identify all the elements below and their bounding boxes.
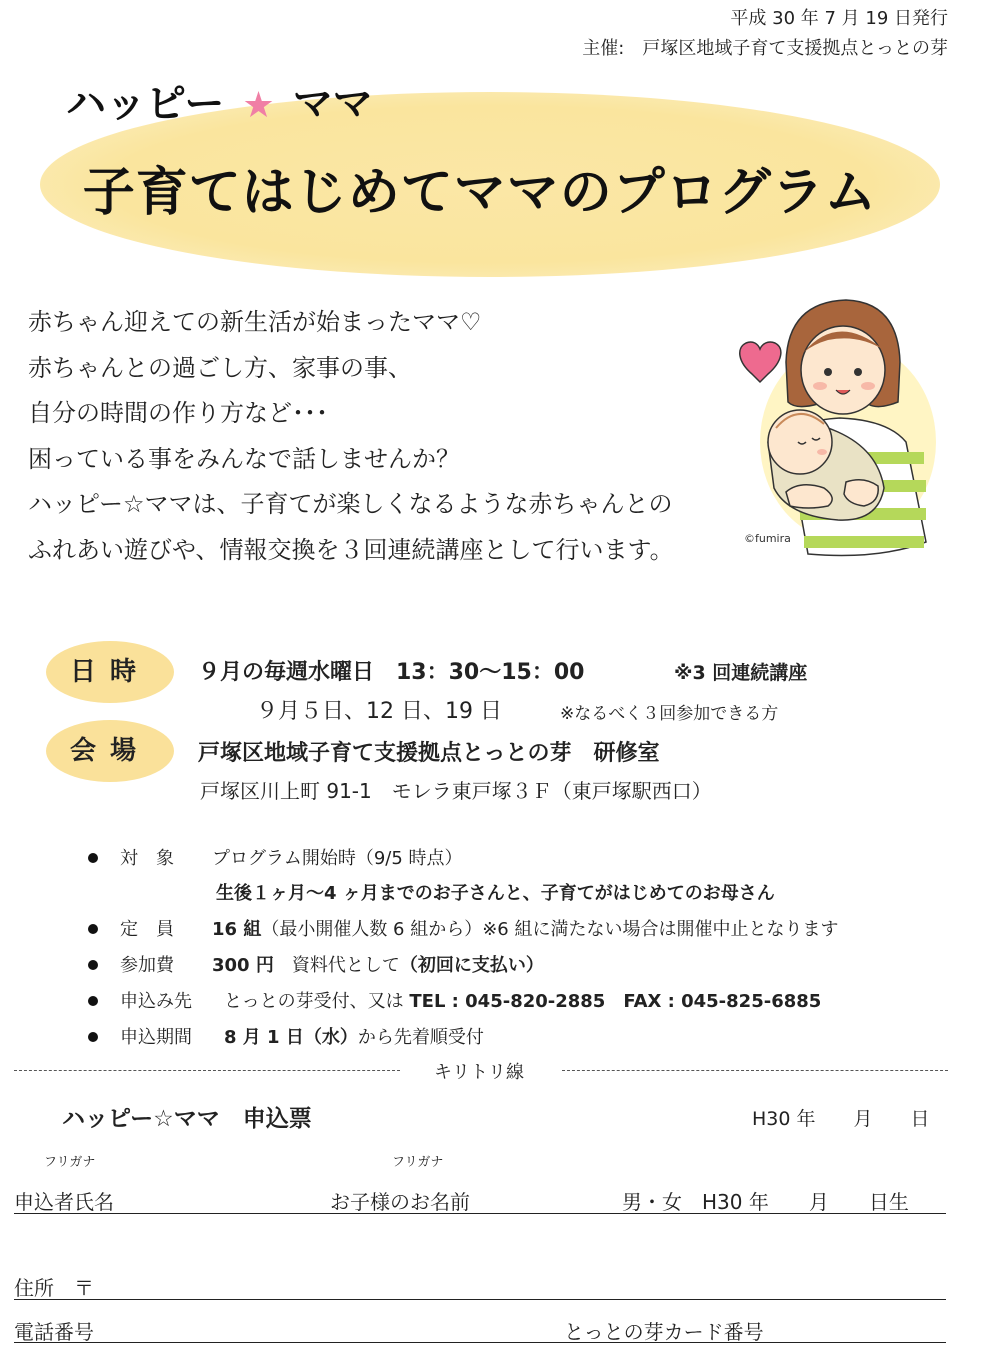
bullet-icon [88, 1032, 98, 1042]
brand-right: ママ [292, 81, 373, 127]
venue-badge: 会場 [46, 720, 174, 782]
brand-left: ハッピー [66, 81, 225, 127]
period-value: 8 月 1 日（水） [224, 1027, 358, 1048]
target-value-detail: 生後１ヶ月～4 ヶ月までのお子さんと、子育てがはじめてのお母さん [216, 883, 775, 904]
address-field[interactable]: 住所 〒 [14, 1276, 94, 1300]
datetime-note: ※3 回連続講座 [674, 662, 808, 684]
mother-baby-illustration [728, 292, 938, 572]
bullet-icon [88, 960, 98, 970]
illustration-credit: ©fumira [744, 532, 791, 545]
form-line [14, 1342, 946, 1343]
apply-label: 申込み先 [120, 991, 192, 1012]
capacity-note: （最小開催人数 6 組から）※6 組に満たない場合は開催中止となります [261, 919, 839, 940]
bullet-icon [88, 853, 98, 863]
detail-fee [88, 951, 544, 977]
detail-target [88, 844, 463, 870]
session-dates: ９月５日、12 日、19 日 [256, 699, 502, 724]
intro-line: 困っている事をみんなで話しませんか？ [28, 444, 460, 473]
cut-line-left [14, 1070, 400, 1071]
apply-note: とっとの芽受付、又は [224, 991, 404, 1012]
fee-value: 300 円 [212, 955, 274, 976]
period-label: 申込期間 [120, 1027, 192, 1048]
main-title: 子育てはじめてママのプログラム [82, 163, 878, 223]
period-note: から先着順受付 [357, 1027, 484, 1048]
child-name-field[interactable]: お子様のお名前 [330, 1190, 470, 1214]
applicant-name-field[interactable]: 申込者氏名 [14, 1190, 114, 1214]
heart-icon [740, 342, 781, 382]
capacity-value: 16 組 [212, 919, 262, 940]
bullet-icon [88, 996, 98, 1006]
baby-face [768, 410, 832, 474]
phone-field[interactable]: 電話番号 [14, 1320, 94, 1344]
venue-address: 戸塚区川上町 91-1 モレラ東戸塚３Ｆ（東戸塚駅西口） [200, 779, 712, 803]
cut-line-label: キリトリ線 [434, 1062, 524, 1083]
fee-note-bold: （初回に支払い） [399, 955, 544, 976]
datetime-main: ９月の毎週水曜日 13：30～15：00 [198, 660, 585, 685]
target-value: プログラム開始時（9/5 時点） [212, 848, 463, 869]
detail-capacity [88, 915, 838, 941]
star-icon: ★ [242, 85, 275, 126]
fee-note: 資料代として [291, 955, 400, 976]
furigana-child: フリガナ [392, 1155, 444, 1170]
brand-title [66, 72, 373, 129]
form-line [14, 1213, 946, 1214]
cut-line-right [562, 1070, 948, 1071]
issue-date: 平成 30 年 7 月 19 日発行 [730, 8, 948, 29]
form-line [14, 1299, 946, 1300]
furigana-applicant: フリガナ [44, 1155, 96, 1170]
detail-apply [88, 987, 821, 1013]
intro-line: ふれあい遊びや、情報交換を３回連続講座として行います。 [28, 535, 674, 564]
detail-period [88, 1023, 484, 1049]
intro-line: 赤ちゃん迎えての新生活が始まったママ♡ [28, 308, 482, 336]
intro-line: ハッピー☆ママは、子育てが楽しくなるような赤ちゃんとの [28, 490, 673, 518]
apply-contact: TEL : 045-820-2885 FAX : 045-825-6885 [409, 991, 822, 1012]
intro-line: 赤ちゃんとの過ごし方、家事の事、 [28, 353, 412, 382]
intro-text [28, 300, 728, 573]
form-title: ハッピー☆ママ 申込票 [62, 1106, 312, 1132]
gender-birth-field[interactable]: 男・女 H30 年 月 日生 [622, 1190, 909, 1214]
fee-label: 参加費 [120, 955, 174, 976]
form-date[interactable]: H30 年 月 日 [752, 1108, 930, 1130]
session-dates-note: ※なるべく３回参加できる方 [560, 704, 779, 724]
capacity-label: 定 員 [120, 919, 174, 940]
venue-main: 戸塚区地域子育て支援拠点とっとの芽 研修室 [198, 741, 660, 766]
mother-face [801, 326, 885, 414]
bullet-icon [88, 924, 98, 934]
card-number-field[interactable]: とっとの芽カード番号 [564, 1320, 764, 1344]
datetime-badge: 日時 [46, 641, 174, 703]
organizer: 主催: 戸塚区地域子育て支援拠点とっとの芽 [582, 38, 948, 59]
intro-line: 自分の時間の作り方など･･･ [28, 399, 328, 427]
target-label: 対 象 [120, 848, 174, 869]
